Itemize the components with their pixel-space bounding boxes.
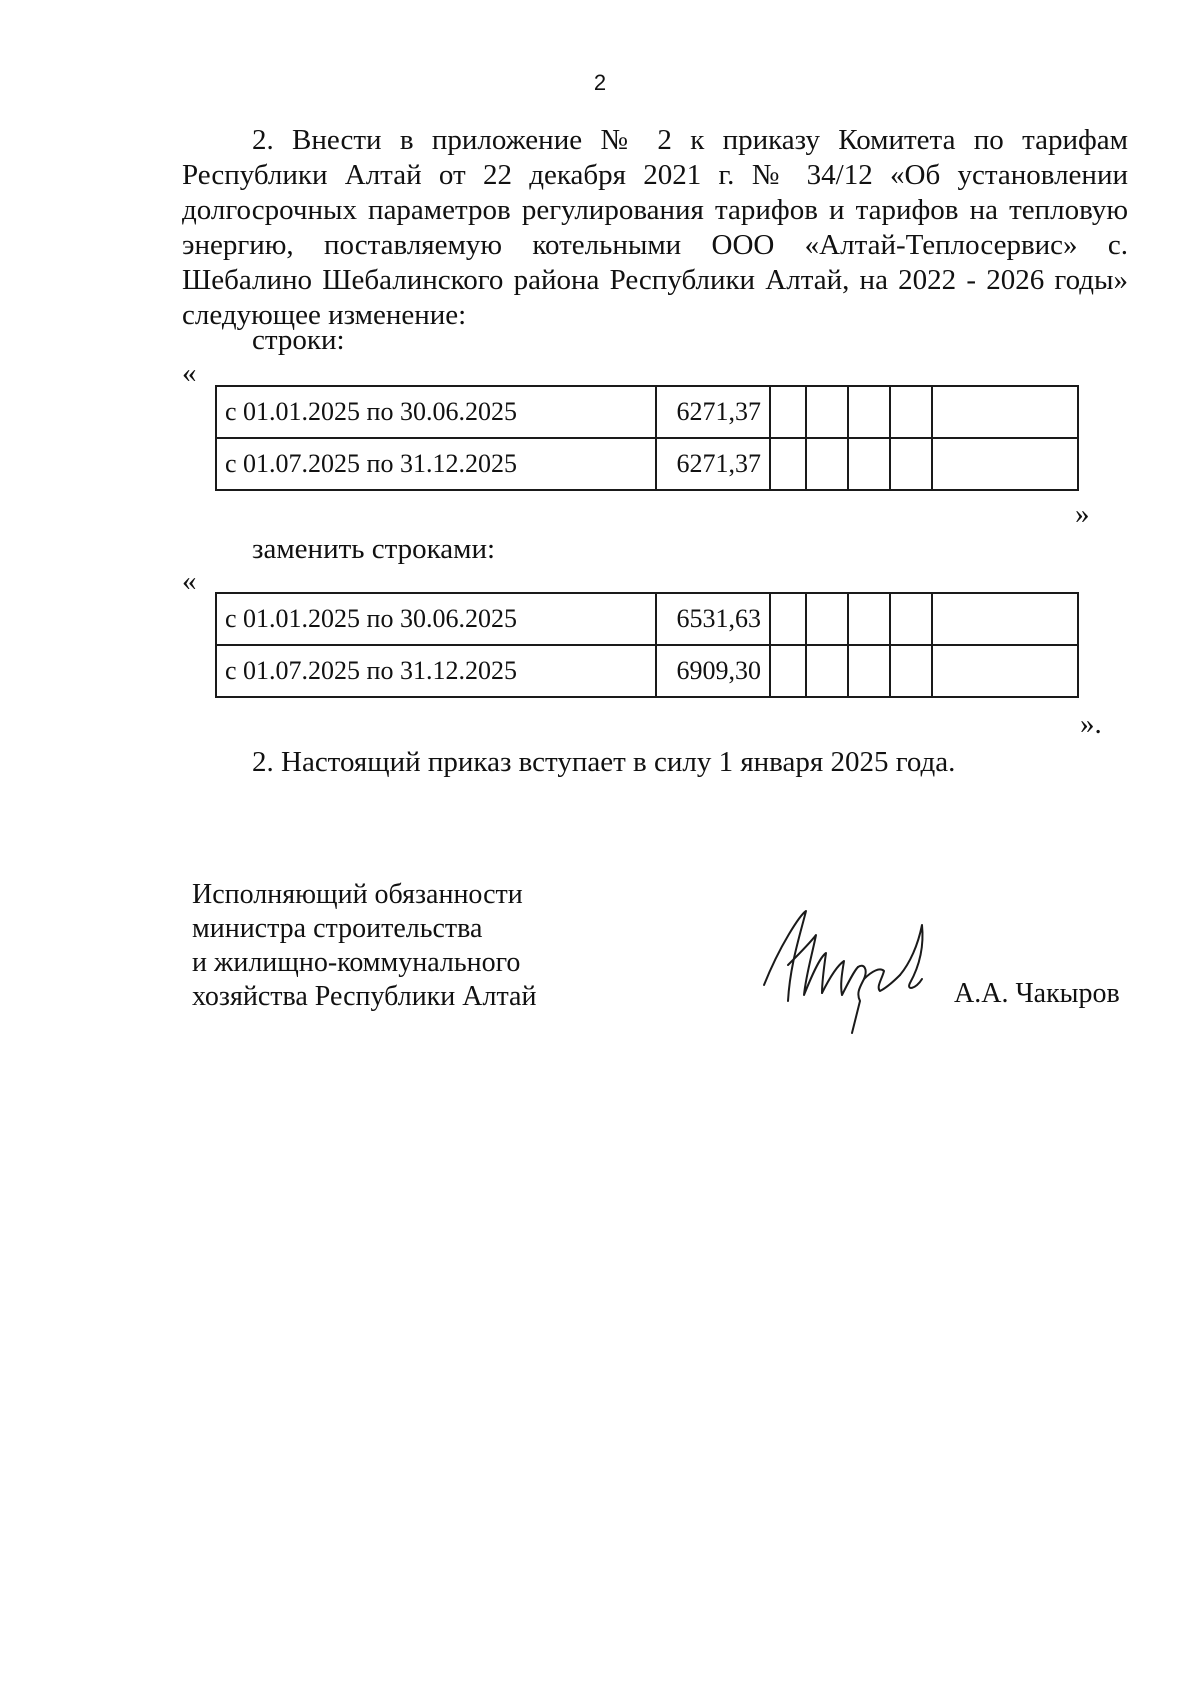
empty-cell (770, 593, 806, 645)
close-quote-new: ». (1080, 708, 1102, 740)
empty-cell (848, 438, 890, 490)
amendment-paragraph: 2. Внести в приложение № 2 к приказу Комитета по тарифам Республики Алтай от 22 декабря 2021 г. № 34/12 «Об установлении долгосрочных параметров регулирования тарифов и тарифов на тепловую энергию, поставляемую котельными ООО «Алтай-Теплосервис» с. Шебалино Шебалинского района Республики Алтай, на 2022 - 2026 годы» следующее изменение: (182, 124, 1128, 331)
value-cell: 6271,37 (656, 386, 770, 438)
rows-label: строки: (252, 324, 345, 356)
old-rows-table (215, 385, 1079, 491)
period-cell: с 01.07.2025 по 31.12.2025 (216, 645, 656, 697)
empty-cell (890, 593, 932, 645)
empty-cell (932, 386, 1078, 438)
table-row (216, 438, 1078, 490)
empty-cell (890, 645, 932, 697)
empty-cell (770, 386, 806, 438)
table-row (216, 386, 1078, 438)
handwritten-signature (760, 905, 960, 1035)
open-quote-old: « (182, 357, 197, 389)
signer-name: А.А. Чакыров (954, 978, 1120, 1009)
empty-cell (806, 438, 848, 490)
table-row (216, 645, 1078, 697)
empty-cell (932, 645, 1078, 697)
replace-label: заменить строками: (252, 533, 496, 565)
empty-cell (848, 386, 890, 438)
empty-cell (890, 438, 932, 490)
period-cell: с 01.01.2025 по 30.06.2025 (216, 386, 656, 438)
period-cell: с 01.01.2025 по 30.06.2025 (216, 593, 656, 645)
empty-cell (890, 386, 932, 438)
new-rows-table (215, 592, 1079, 698)
value-cell: 6271,37 (656, 438, 770, 490)
value-cell: 6909,30 (656, 645, 770, 697)
empty-cell (848, 593, 890, 645)
empty-cell (932, 593, 1078, 645)
signature-position-block (192, 878, 536, 1014)
empty-cell (770, 438, 806, 490)
position-line: хозяйства Республики Алтай (192, 981, 537, 1012)
page-number: 2 (593, 70, 607, 95)
period-cell: с 01.07.2025 по 31.12.2025 (216, 438, 656, 490)
position-line: и жилищно-коммунального (192, 947, 521, 978)
position-line: министра строительства (192, 913, 483, 944)
empty-cell (932, 438, 1078, 490)
position-line: Исполняющий обязанности (192, 879, 523, 910)
close-quote-old: » (1075, 498, 1090, 530)
table-row (216, 593, 1078, 645)
empty-cell (848, 645, 890, 697)
effective-paragraph: 2. Настоящий приказ вступает в силу 1 января 2025 года. (252, 746, 956, 778)
empty-cell (770, 645, 806, 697)
empty-cell (806, 386, 848, 438)
value-cell: 6531,63 (656, 593, 770, 645)
empty-cell (806, 593, 848, 645)
open-quote-new: « (182, 565, 197, 597)
empty-cell (806, 645, 848, 697)
